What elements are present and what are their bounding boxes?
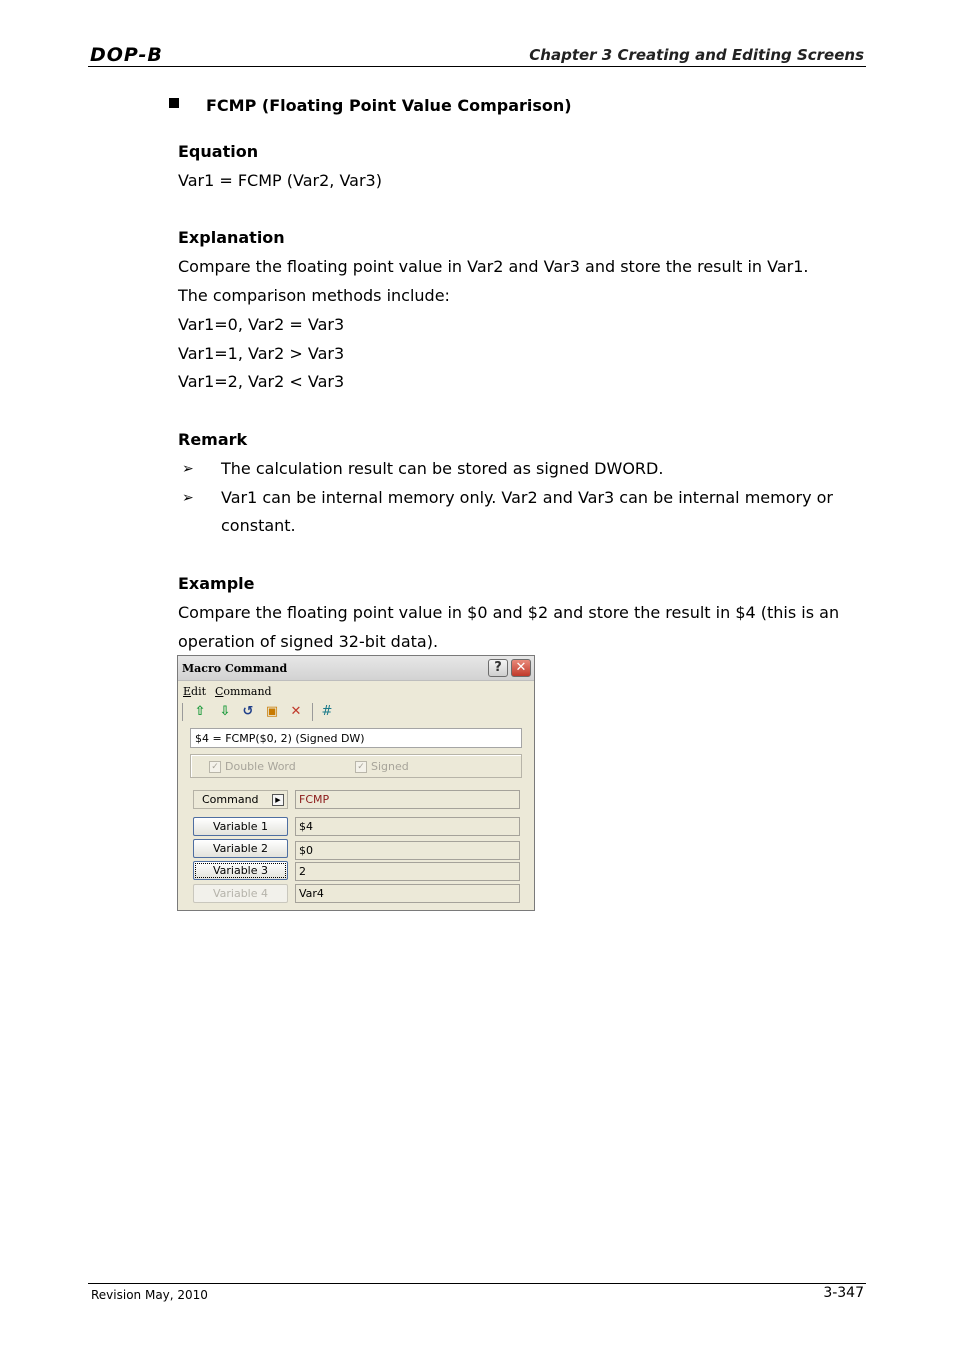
explanation-heading: Explanation	[178, 228, 285, 248]
help-button[interactable]: ?	[488, 659, 508, 677]
hash-icon[interactable]: #	[321, 704, 333, 719]
macro-command-dialog	[177, 655, 535, 911]
variable-3-field[interactable]: 2	[295, 862, 520, 881]
arrow-up-icon[interactable]: ⇧	[194, 704, 206, 719]
remark-text: Var1 can be internal memory only. Var2 and Var3 can be internal memory or constant.	[221, 487, 833, 536]
header-rule	[88, 66, 866, 67]
formula-display: $4 = FCMP($0, 2) (Signed DW)	[190, 728, 522, 748]
page-number: 3-347	[823, 1285, 864, 1301]
explanation-line: Var1=2, Var2 < Var3	[178, 372, 345, 392]
play-icon[interactable]: ▶	[272, 794, 284, 806]
revision-text: Revision May, 2010	[91, 1288, 208, 1302]
variable-4-button: Variable 4	[193, 884, 288, 903]
remark-item	[178, 484, 868, 542]
double-word-label: Double Word	[225, 760, 296, 773]
explanation-line: The comparison methods include:	[178, 285, 450, 305]
toolbar-separator	[312, 703, 313, 721]
variable-1-field[interactable]: $4	[295, 817, 520, 836]
save-icon[interactable]: ▣	[265, 704, 279, 719]
arrow-down-icon[interactable]: ⇩	[219, 704, 231, 719]
section-title: FCMP (Floating Point Value Comparison)	[206, 96, 572, 115]
undo-icon[interactable]: ↺	[242, 704, 254, 719]
signed-checkbox[interactable]: ✓	[355, 761, 367, 773]
variable-3-button[interactable]: Variable 3	[193, 861, 288, 880]
close-button[interactable]: ✕	[511, 659, 531, 677]
variable-2-button[interactable]: Variable 2	[193, 839, 288, 858]
square-bullet-icon	[169, 98, 179, 108]
remark-text: The calculation result can be stored as signed DWORD.	[221, 458, 664, 478]
variable-2-field[interactable]: $0	[295, 841, 520, 860]
remark-heading: Remark	[178, 429, 248, 449]
footer-rule	[88, 1283, 866, 1284]
equation-text: Var1 = FCMP (Var2, Var3)	[178, 170, 382, 190]
document-body	[178, 138, 868, 656]
command-field[interactable]: FCMP	[295, 790, 520, 809]
menu-command[interactable]: Command	[215, 685, 272, 698]
variable-4-field[interactable]: Var4	[295, 884, 520, 903]
example-heading: Example	[178, 573, 255, 593]
dialog-titlebar	[178, 656, 534, 681]
delete-icon[interactable]: ✕	[290, 704, 302, 719]
toolbar-separator	[182, 703, 183, 721]
signed-label: Signed	[371, 760, 409, 773]
options-group	[190, 754, 522, 778]
dialog-toolbar	[178, 699, 534, 725]
explanation-line: Var1=1, Var2 > Var3	[178, 343, 345, 363]
variable-1-button[interactable]: Variable 1	[193, 817, 288, 836]
explanation-line: Compare the floating point value in Var2 and Var3 and store the result in Var1.	[178, 257, 809, 277]
dialog-menubar	[178, 681, 534, 699]
arrow-bullet-icon: ➢	[182, 489, 194, 506]
command-label: Command	[202, 793, 259, 806]
explanation-line: Var1=0, Var2 = Var3	[178, 314, 345, 334]
dialog-title: Macro Command	[182, 662, 288, 675]
command-selector[interactable]	[193, 790, 288, 809]
equation-heading: Equation	[178, 142, 259, 161]
menu-edit[interactable]: Edit	[183, 685, 207, 698]
brand-logo: DOP-B	[90, 44, 163, 66]
remark-item	[178, 455, 868, 484]
chapter-title: Chapter 3 Creating and Editing Screens	[529, 46, 864, 64]
arrow-bullet-icon: ➢	[182, 460, 194, 477]
double-word-checkbox[interactable]: ✓	[209, 761, 221, 773]
example-text: Compare the floating point value in $0 and $2 and store the result in $4 (this is an operation of signed 32-bit data).	[178, 602, 840, 651]
